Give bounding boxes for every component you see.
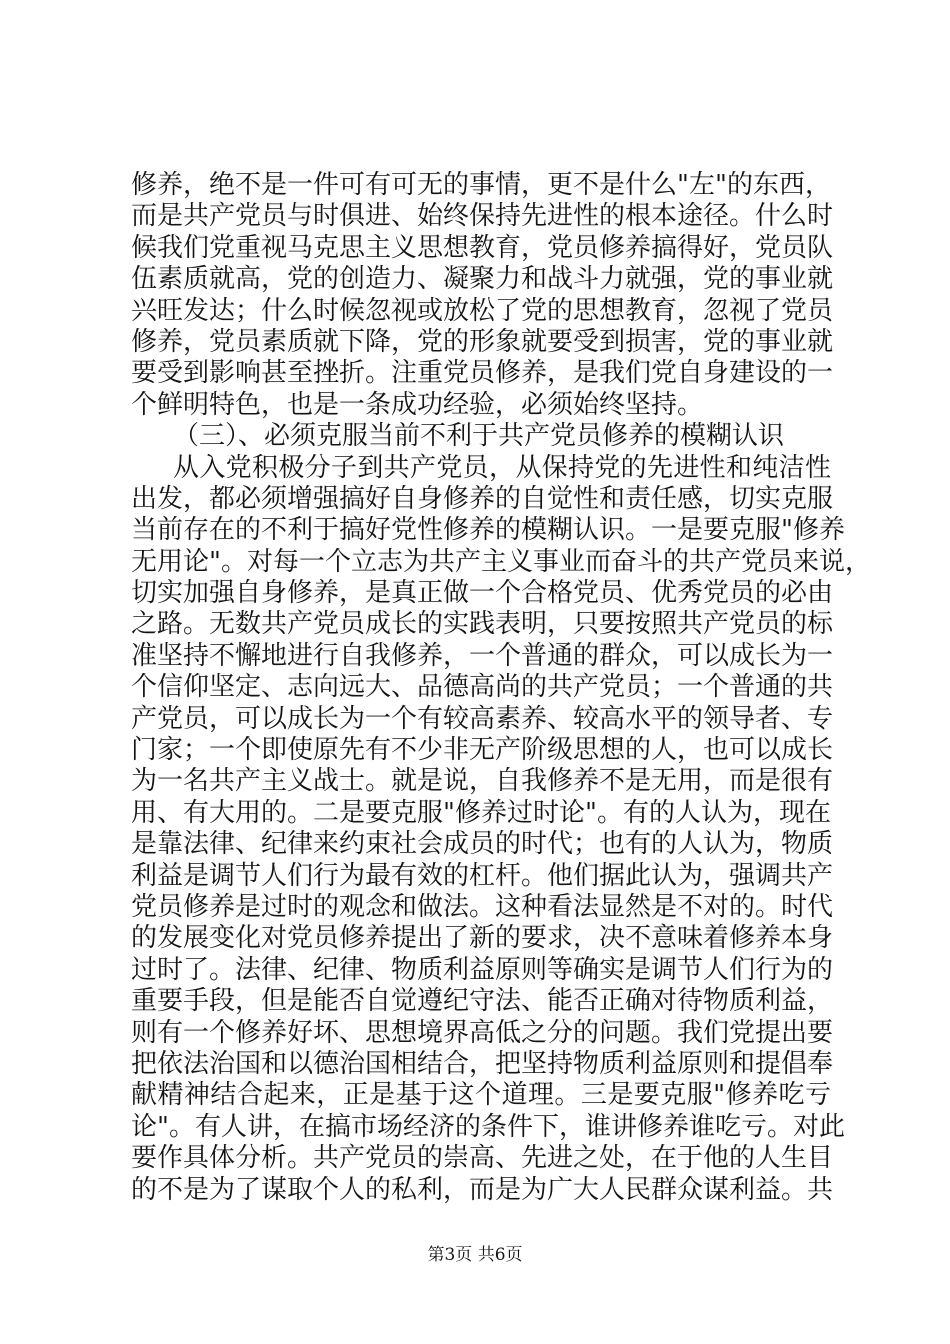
body-line: 的不是为了谋取个人的私利，而是为广大人民群众谋利益。共 bbox=[131, 1174, 834, 1205]
body-line: 论"。有人讲，在搞市场经济的条件下，谁讲修养谁吃亏。对此 bbox=[131, 1111, 845, 1142]
body-line: 利益是调节人们行为最有效的杠杆。他们据此认为，强调共产 bbox=[131, 860, 834, 891]
body-line: 产党员，可以成长为一个有较高素养、较高水平的领导者、专 bbox=[131, 703, 834, 734]
body-line: 准坚持不懈地进行自我修养，一个普通的群众，可以成长为一 bbox=[131, 640, 834, 671]
body-line: 个信仰坚定、志向远大、品德高尚的共产党员；一个普通的共 bbox=[131, 672, 834, 703]
body-line: 党员修养是过时的观念和做法。这种看法显然是不对的。时代 bbox=[131, 891, 834, 922]
body-line: 从入党积极分子到共产党员，从保持党的先进性和纯洁性 bbox=[173, 452, 831, 483]
body-line: 而是共产党员与时俱进、始终保持先进性的根本途径。什么时 bbox=[131, 201, 834, 232]
body-line: 修养，绝不是一件可有可无的事情，更不是什么"左"的东西， bbox=[131, 170, 831, 200]
body-line: 出发，都必须增强搞好自身修养的自觉性和责任感，切实克服 bbox=[131, 483, 834, 514]
body-line: 的发展变化对党员修养提出了新的要求，决不意味着修养本身 bbox=[131, 923, 834, 954]
page-number-footer: 第3页 共6页 bbox=[427, 1245, 523, 1265]
body-line: 献精神结合起来，正是基于这个道理。三是要克服"修养吃亏 bbox=[131, 1080, 831, 1111]
body-line: 候我们党重视马克思主义思想教育，党员修养搞得好，党员队 bbox=[131, 232, 834, 263]
body-line: 无用论"。对每一个立志为共产主义事业而奋斗的共产党员来说， bbox=[131, 546, 871, 577]
body-line: 切实加强自身修养，是真正做一个合格党员、优秀党员的必由 bbox=[131, 578, 834, 609]
body-line: 用、有大用的。二是要克服"修养过时论"。有的人认为，现在 bbox=[131, 797, 831, 828]
body-line: 要作具体分析。共产党员的崇高、先进之处，在于他的人生目 bbox=[131, 1143, 834, 1174]
body-line: 伍素质就高，党的创造力、凝聚力和战斗力就强，党的事业就 bbox=[131, 264, 834, 295]
body-line: 个鲜明特色，也是一条成功经验，必须始终坚持。 bbox=[131, 389, 704, 420]
document-body bbox=[131, 170, 871, 1206]
body-line: 当前存在的不利于搞好党性修养的模糊认识。一是要克服"修养 bbox=[131, 515, 845, 546]
body-line: 要受到影响甚至挫折。注重党员修养，是我们党自身建设的一 bbox=[131, 358, 834, 389]
body-line: 为一名共产主义战士。就是说，自我修养不是无用，而是很有 bbox=[131, 766, 834, 797]
body-line: 过时了。法律、纪律、物质利益原则等确实是调节人们行为的 bbox=[131, 954, 834, 985]
body-line: 重要手段，但是能否自觉遵纪守法、能否正确对待物质利益， bbox=[131, 986, 834, 1017]
body-line: 把依法治国和以德治国相结合，把坚持物质利益原则和提倡奉 bbox=[131, 1048, 834, 1079]
body-line: 则有一个修养好坏、思想境界高低之分的问题。我们党提出要 bbox=[131, 1017, 834, 1048]
body-line: 是靠法律、纪律来约束社会成员的时代；也有的人认为，物质 bbox=[131, 829, 834, 860]
body-line: 门家；一个即使原先有不少非无产阶级思想的人，也可以成长 bbox=[131, 735, 834, 766]
body-line: 修养，党员素质就下降，党的形象就要受到损害，党的事业就 bbox=[131, 326, 834, 357]
body-line: 兴旺发达；什么时候忽视或放松了党的思想教育，忽视了党员 bbox=[131, 295, 834, 326]
section-heading: （三）、必须克服当前不利于共产党员修养的模糊认识 bbox=[173, 421, 785, 452]
body-line: 之路。无数共产党员成长的实践表明，只要按照共产党员的标 bbox=[131, 609, 834, 640]
